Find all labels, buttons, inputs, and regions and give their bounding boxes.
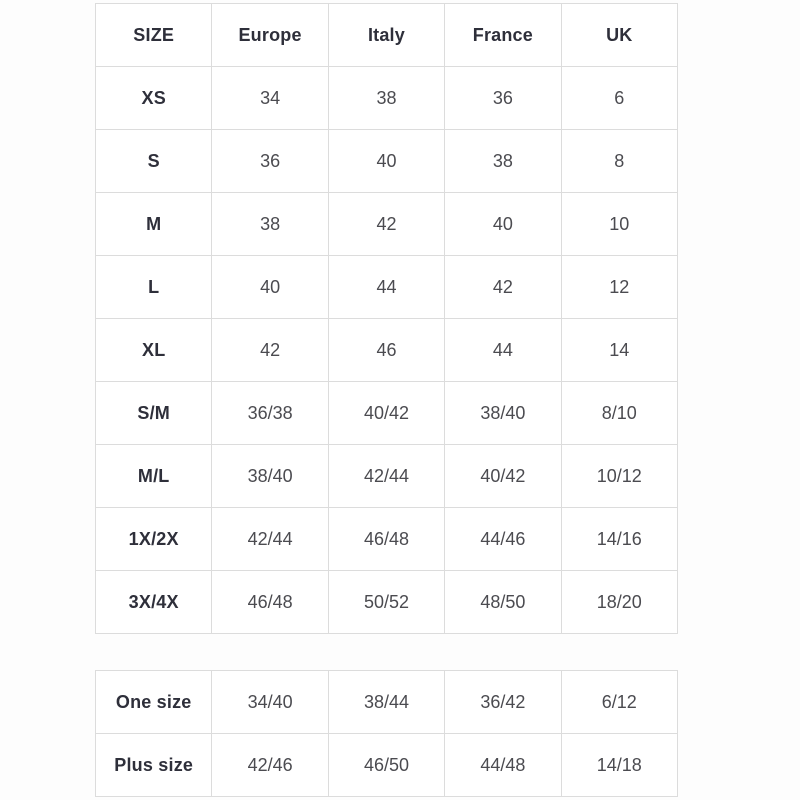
main-header-cell: UK	[561, 4, 677, 67]
extra-table-row	[96, 671, 678, 734]
table-gap	[95, 634, 800, 670]
main-header-cell: Europe	[212, 4, 328, 67]
main-table-row	[96, 508, 678, 571]
main-table-row	[96, 382, 678, 445]
main-value-cell: 36/38	[212, 382, 328, 445]
main-table-row	[96, 319, 678, 382]
main-value-cell: 14/16	[561, 508, 677, 571]
main-row-label-cell: 3X/4X	[96, 571, 212, 634]
main-header-cell: Italy	[328, 4, 444, 67]
main-value-cell: 10	[561, 193, 677, 256]
extra-table-row	[96, 734, 678, 797]
main-row-label-cell: 1X/2X	[96, 508, 212, 571]
main-row-label-cell: S	[96, 130, 212, 193]
extra-value-cell: 38/44	[328, 671, 444, 734]
main-value-cell: 38/40	[445, 382, 561, 445]
main-table-row	[96, 445, 678, 508]
main-value-cell: 36	[445, 67, 561, 130]
main-value-cell: 42	[212, 319, 328, 382]
extra-row-label-cell: Plus size	[96, 734, 212, 797]
main-value-cell: 38	[328, 67, 444, 130]
main-value-cell: 38	[212, 193, 328, 256]
main-row-label-cell: M	[96, 193, 212, 256]
main-row-label-cell: S/M	[96, 382, 212, 445]
main-value-cell: 36	[212, 130, 328, 193]
main-value-cell: 50/52	[328, 571, 444, 634]
main-header-cell: SIZE	[96, 4, 212, 67]
main-table-row	[96, 193, 678, 256]
main-table-row	[96, 571, 678, 634]
main-table-row	[96, 256, 678, 319]
main-header-row	[96, 4, 678, 67]
extra-value-cell: 46/50	[328, 734, 444, 797]
main-value-cell: 14	[561, 319, 677, 382]
main-value-cell: 44	[445, 319, 561, 382]
main-header-cell: France	[445, 4, 561, 67]
main-value-cell: 42/44	[212, 508, 328, 571]
main-value-cell: 34	[212, 67, 328, 130]
main-value-cell: 44	[328, 256, 444, 319]
main-value-cell: 44/46	[445, 508, 561, 571]
main-value-cell: 38/40	[212, 445, 328, 508]
main-value-cell: 42	[445, 256, 561, 319]
main-value-cell: 40/42	[445, 445, 561, 508]
main-row-label-cell: XS	[96, 67, 212, 130]
main-value-cell: 40	[212, 256, 328, 319]
main-value-cell: 46	[328, 319, 444, 382]
main-value-cell: 42	[328, 193, 444, 256]
extra-value-cell: 14/18	[561, 734, 677, 797]
main-size-conversion-table	[95, 3, 678, 634]
main-value-cell: 8	[561, 130, 677, 193]
main-row-label-cell: M/L	[96, 445, 212, 508]
extra-value-cell: 34/40	[212, 671, 328, 734]
main-value-cell: 46/48	[328, 508, 444, 571]
main-value-cell: 8/10	[561, 382, 677, 445]
extra-row-label-cell: One size	[96, 671, 212, 734]
main-value-cell: 40/42	[328, 382, 444, 445]
main-value-cell: 12	[561, 256, 677, 319]
main-value-cell: 40	[445, 193, 561, 256]
extra-value-cell: 42/46	[212, 734, 328, 797]
main-value-cell: 42/44	[328, 445, 444, 508]
main-table-row	[96, 130, 678, 193]
special-size-conversion-table	[95, 670, 678, 797]
main-row-label-cell: XL	[96, 319, 212, 382]
main-row-label-cell: L	[96, 256, 212, 319]
extra-value-cell: 6/12	[561, 671, 677, 734]
extra-value-cell: 36/42	[445, 671, 561, 734]
main-value-cell: 46/48	[212, 571, 328, 634]
main-value-cell: 40	[328, 130, 444, 193]
main-value-cell: 18/20	[561, 571, 677, 634]
main-value-cell: 38	[445, 130, 561, 193]
extra-value-cell: 44/48	[445, 734, 561, 797]
main-value-cell: 6	[561, 67, 677, 130]
main-value-cell: 48/50	[445, 571, 561, 634]
main-value-cell: 10/12	[561, 445, 677, 508]
main-table-row	[96, 67, 678, 130]
